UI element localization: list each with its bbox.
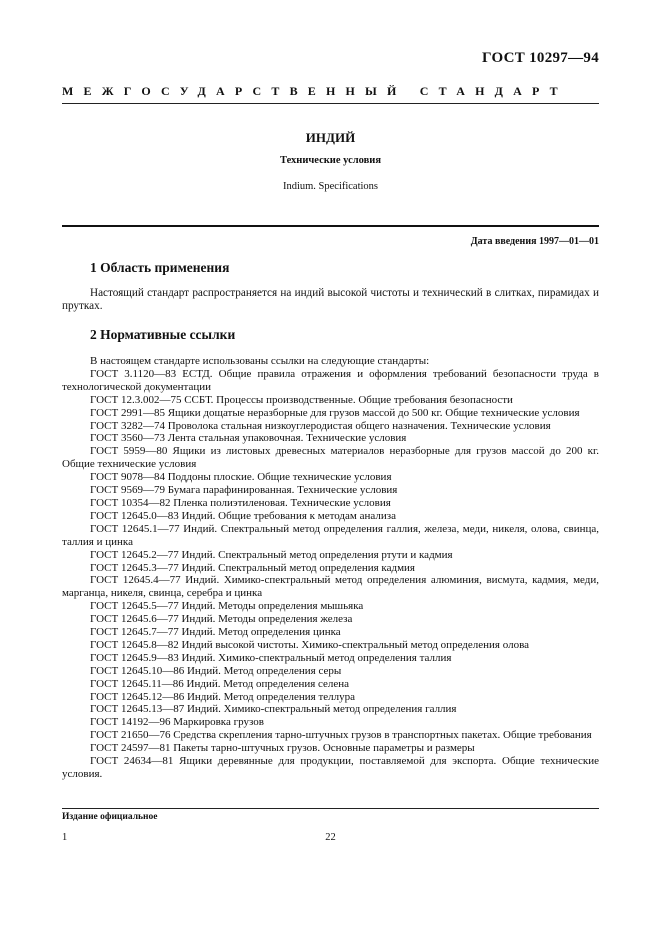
reference-item: ГОСТ 12645.2—77 Индий. Спектральный метод определения ртути и кадмия xyxy=(90,548,453,561)
reference-item: ГОСТ 9078—84 Поддоны плоские. Общие технические условия xyxy=(90,471,392,484)
reference-item: ГОСТ 24597—81 Пакеты тарно-штучных грузов. Основные параметры и размеры xyxy=(90,742,475,755)
page-subtitle: Технические условия xyxy=(279,155,382,166)
reference-item: ГОСТ 12645.7—77 Индий. Метод определения цинка xyxy=(90,626,341,639)
references-intro: В настоящем стандарте использованы ссылки на следующие стандарты: xyxy=(90,355,430,367)
reference-item: ГОСТ 2991—85 Ящики дощатые неразборные для грузов массой до 500 кг. Общие технические условия xyxy=(90,406,580,419)
references-list xyxy=(62,355,599,781)
standard-banner: МЕЖГОСУДАРСТВЕННЫЙ СТАНДАРТ xyxy=(62,84,568,98)
title-divider xyxy=(62,225,599,227)
reference-item: ГОСТ 3.1120—83 ЕСТД. Общие правила отражения и оформления требований безопасности труда в технологической документации xyxy=(62,367,599,393)
reference-item: ГОСТ 21650—76 Средства скрепления тарно-штучных грузов в транспортных пакетах. Общие требования xyxy=(90,729,592,742)
reference-item: ГОСТ 12.3.002—75 ССБТ. Процессы производственные. Общие требования безопасности xyxy=(90,393,513,406)
section-heading-scope: 1 Область применения xyxy=(90,260,230,275)
page-title: ИНДИЙ xyxy=(305,130,356,145)
reference-item: ГОСТ 12645.3—77 Индий. Спектральный метод определения кадмия xyxy=(90,561,415,574)
reference-item: ГОСТ 12645.11—86 Индий. Метод определения селена xyxy=(90,677,350,690)
reference-item: ГОСТ 12645.10—86 Индий. Метод определения серы xyxy=(90,664,342,677)
scope-paragraph: Настоящий стандарт распространяется на индий высокой чистоты и технический в слитках, пирамидах и прутках. xyxy=(62,287,599,313)
reference-item: ГОСТ 9569—79 Бумага парафинированная. Технические условия xyxy=(90,484,398,497)
reference-item: ГОСТ 12645.8—82 Индий высокой чистоты. Химико-спектральный метод определения олова xyxy=(90,638,530,651)
reference-item: ГОСТ 12645.9—83 Индий. Химико-спектральный метод определения таллия xyxy=(90,651,452,664)
reference-item: ГОСТ 12645.12—86 Индий. Метод определения теллура xyxy=(90,690,355,703)
reference-item: ГОСТ 10354—82 Пленка полиэтиленовая. Технические условия xyxy=(90,496,391,509)
reference-item: ГОСТ 5959—80 Ящики из листовых древесных материалов неразборные для грузов массой до 200 кг. Общие технические условия xyxy=(62,445,599,471)
reference-item: ГОСТ 3560—73 Лента стальная упаковочная. Технические условия xyxy=(90,432,407,445)
header-divider xyxy=(62,103,599,104)
reference-item: ГОСТ 12645.6—77 Индий. Методы определения железа xyxy=(90,613,353,626)
page-number: 22 xyxy=(325,832,336,843)
introduction-date: Дата введения 1997—01—01 xyxy=(470,236,599,247)
section-heading-references: 2 Нормативные ссылки xyxy=(90,327,236,342)
reference-item: ГОСТ 14192—96 Маркировка грузов xyxy=(90,716,264,729)
reference-item: ГОСТ 12645.0—83 Индий. Общие требования к методам анализа xyxy=(90,509,396,522)
footer-divider xyxy=(62,808,599,809)
edition-label: Издание официальное xyxy=(62,812,158,822)
reference-item: ГОСТ 12645.13—87 Индий. Химико-спектральный метод определения галлия xyxy=(90,703,457,716)
sheet-mark: 1 xyxy=(62,832,68,843)
document-code: ГОСТ 10297—94 xyxy=(481,50,599,66)
english-title: Indium. Specifications xyxy=(282,181,379,192)
reference-item: ГОСТ 12645.4—77 Индий. Химико-спектральный метод определения алюминия, висмута, кадмия, меди, марганца, никеля, свинца, серебра и цинка xyxy=(62,574,599,600)
reference-item: ГОСТ 12645.5—77 Индий. Методы определения мышьяка xyxy=(90,600,364,613)
reference-item: ГОСТ 12645.1—77 Индий. Спектральный метод определения галлия, железа, меди, никеля, олова, свинца, таллия и цинка xyxy=(62,522,599,548)
reference-item: ГОСТ 24634—81 Ящики деревянные для продукции, поставляемой для экспорта. Общие технические условия. xyxy=(62,755,599,780)
reference-item: ГОСТ 3282—74 Проволока стальная низкоуглеродистая общего назначения. Технические условия xyxy=(90,419,551,432)
